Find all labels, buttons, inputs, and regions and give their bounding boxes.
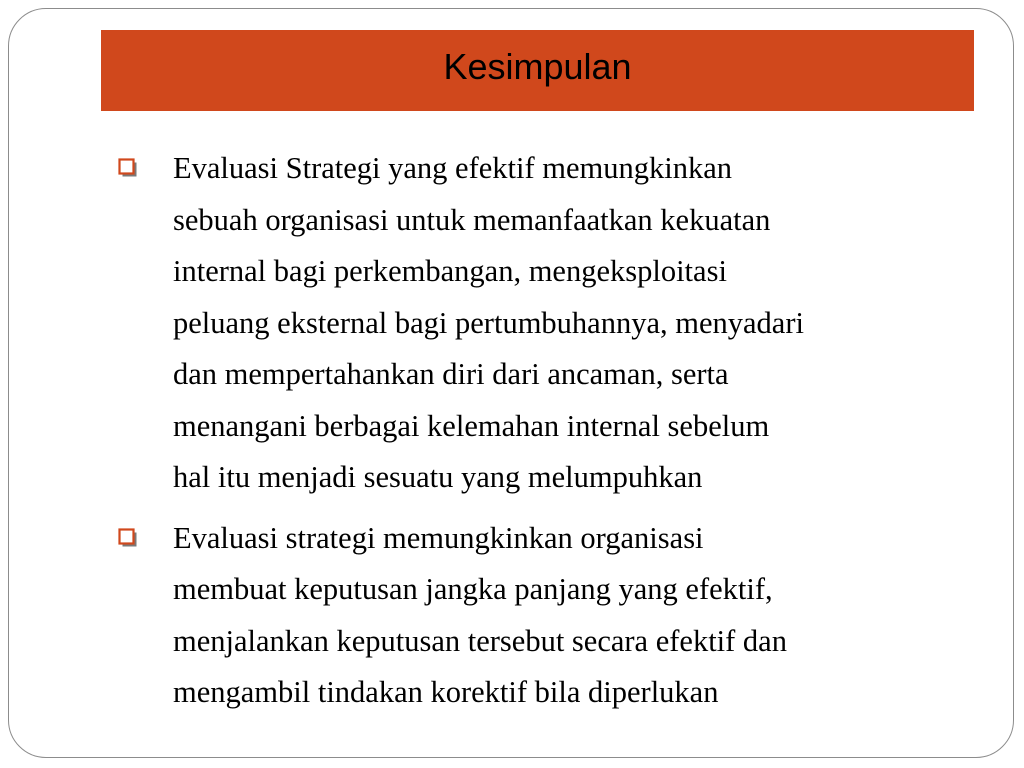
bullet-text (173, 143, 978, 504)
hollow-square-bullet-icon (118, 158, 138, 178)
hollow-square-bullet-icon (118, 528, 138, 548)
bullet-line: membuat keputusan jangka panjang yang efektif, (173, 572, 773, 606)
bullet-line: mengambil tindakan korektif bila diperlukan (173, 675, 719, 709)
bullet-line: peluang eksternal bagi pertumbuhannya, menyadari (173, 305, 804, 340)
bullet-item (118, 513, 978, 719)
bullet-line: internal bagi perkembangan, mengeksploitasi (173, 254, 727, 288)
bullet-line: hal itu menjadi sesuatu yang melumpuhkan (173, 460, 703, 494)
title-bar (101, 30, 974, 111)
bullet-line: dan mempertahankan diri dari ancaman, serta (173, 357, 729, 391)
bullet-list (118, 143, 978, 719)
bullet-line: sebuah organisasi untuk memanfaatkan kekuatan (173, 202, 771, 237)
bullet-text (173, 513, 978, 719)
bullet-line: Evaluasi strategi memungkinkan organisasi (173, 520, 704, 555)
slide-title: Kesimpulan (443, 45, 632, 87)
bullet-line: menangani berbagai kelemahan internal sebelum (173, 408, 770, 443)
bullet-item (118, 143, 978, 504)
bullet-line: Evaluasi Strategi yang efektif memungkinkan (173, 151, 733, 185)
bullet-line: menjalankan keputusan tersebut secara efektif dan (173, 623, 787, 658)
